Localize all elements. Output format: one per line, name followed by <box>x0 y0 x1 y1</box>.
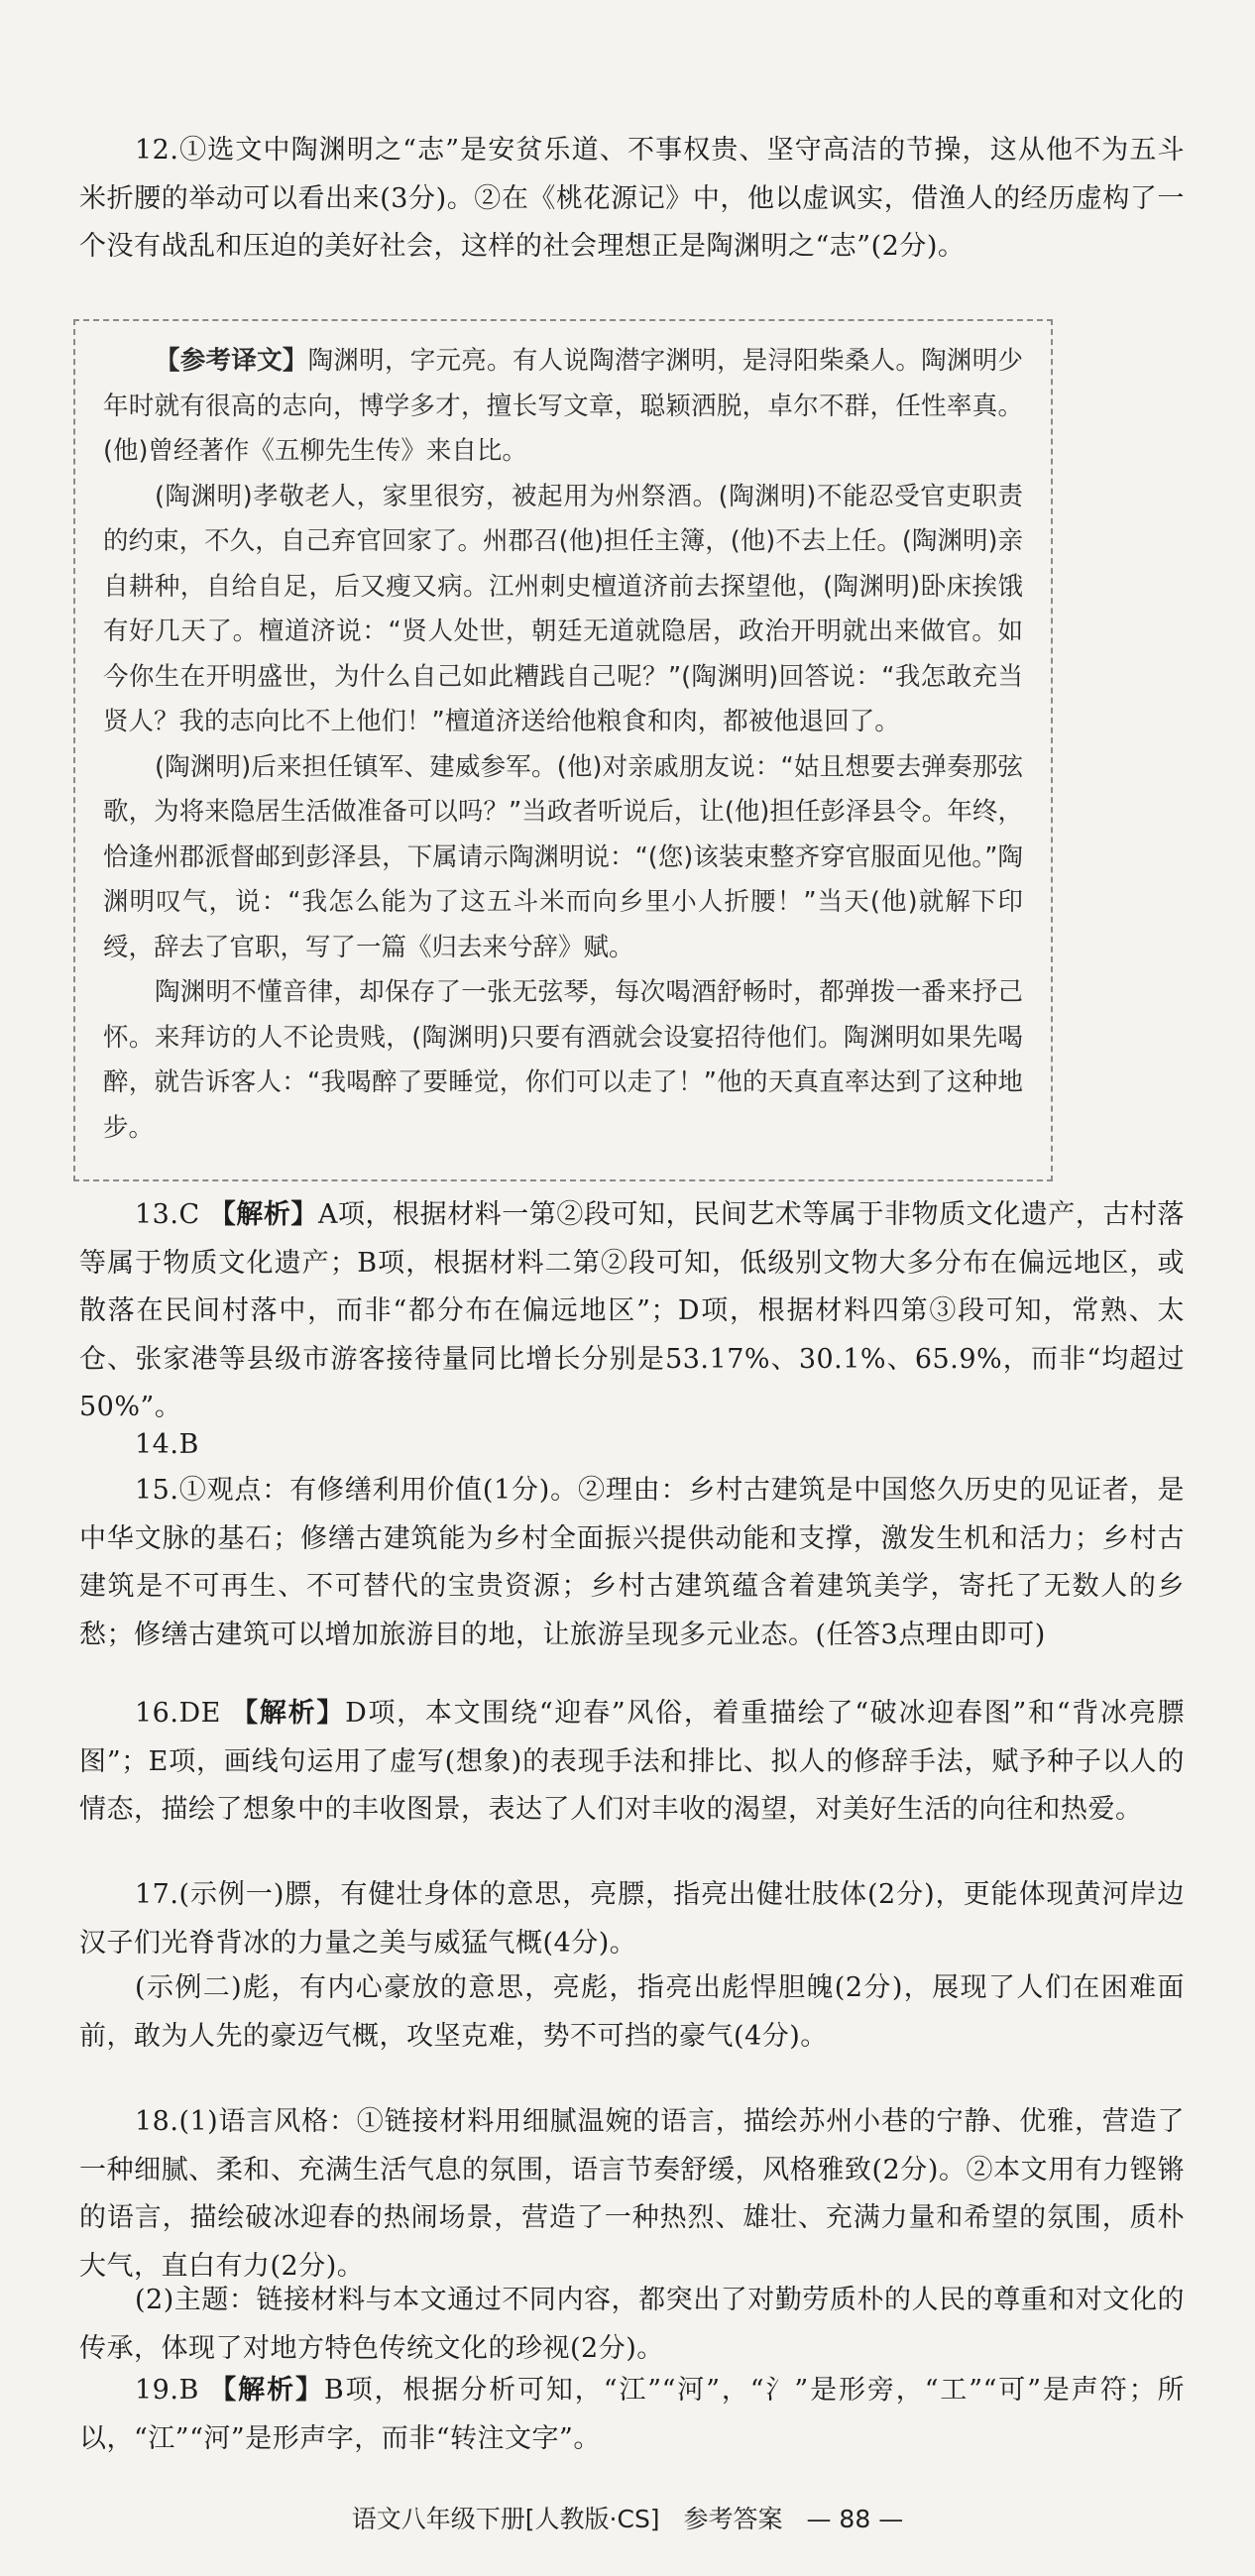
page-footer <box>0 2500 1255 2535</box>
answer-13-number: 13.C <box>135 1199 209 1230</box>
answer-19-number: 19.B <box>135 2375 210 2406</box>
translation-label: 【参考译文】 <box>155 346 308 376</box>
analysis-label: 【解析】 <box>231 1698 346 1729</box>
answer-17-example-2: (示例二)彪，有内心豪放的意思，亮彪，指亮出彪悍胆魄(2分)，展现了人们在困难面前，敢为人先的豪迈气概，攻坚克难，势不可挡的豪气(4分)。 <box>79 1972 1185 2052</box>
answer-17-example-1: 17.(示例一)膘，有健壮身体的意思，亮膘，指亮出健壮肢体(2分)，更能体现黄河岸边汉子们光脊背冰的力量之美与威猛气概(4分)。 <box>79 1879 1185 1959</box>
analysis-label: 【解析】 <box>209 2375 324 2406</box>
answer-16-text: D项，本文围绕“迎春”风俗，着重描绘了“破冰迎春图”和“背冰亮膘图”；E项，画线句运用了虚写(想象)的表现手法和排比、拟人的修辞手法，赋予种子以人的情态，描绘了想象中的丰收图景，表达了人们对丰收的渴望，对美好生活的向往和热爱。 <box>79 1698 1185 1825</box>
footer-section: 参考答案 <box>683 2505 783 2533</box>
answer-15: 15.①观点：有修缮利用价值(1分)。②理由：乡村古建筑是中国悠久历史的见证者，是中华文脉的基石；修缮古建筑能为乡村全面振兴提供动能和支撑，激发生机和活力；乡村古建筑是不可再生、不可替代的宝贵资源；乡村古建筑蕴含着建筑美学，寄托了无数人的乡愁；修缮古建筑可以增加旅游目的地，让旅游呈现多元业态。(任答3点理由即可) <box>79 1475 1185 1650</box>
reference-translation-box <box>73 319 1053 1181</box>
answer-14: 14.B <box>135 1429 199 1460</box>
answer-19-text: B项，根据分析可知，“江”“河”，“氵”是形旁，“工”“可”是声符；所以，“江”“河”是形声字，而非“转注文字”。 <box>79 2375 1186 2454</box>
answer-16 <box>79 1690 1185 1835</box>
answer-13 <box>79 1191 1185 1432</box>
answer-19 <box>79 2367 1185 2463</box>
footer-book-title: 语文八年级下册[人教版·CS] <box>351 2505 660 2533</box>
translation-text-1: 陶渊明，字元亮。有人说陶潜字渊明，是浔阳柴桑人。陶渊明少年时就有很高的志向，博学多才，擅长写文章，聪颖洒脱，卓尔不群，任性率真。(他)曾经著作《五柳先生传》来自比。 <box>103 346 1023 466</box>
analysis-label: 【解析】 <box>208 1199 318 1230</box>
page-number: — 88 — <box>806 2505 904 2533</box>
answer-18-part-1: 18.(1)语言风格：①链接材料用细腻温婉的语言，描绘苏州小巷的宁静、优雅，营造了一种细腻、柔和、充满生活气息的氛围，语言节奏舒缓，风格雅致(2分)。②本文用有力铿锵的语言，描绘破冰迎春的热闹场景，营造了一种热烈、雄壮、充满力量和希望的氛围，质朴大气，直白有力(2分)。 <box>79 2106 1185 2282</box>
answer-16-number: 16.DE <box>135 1698 232 1729</box>
translation-paragraph-2: (陶渊明)孝敬老人，家里很穷，被起用为州祭酒。(陶渊明)不能忍受官吏职责的约束，不久，自己弃官回家了。州郡召(他)担任主簿，(他)不去上任。(陶渊明)亲自耕种，自给自足，后又瘦又病。江州刺史檀道济前去探望他，(陶渊明)卧床挨饿有好几天了。檀道济说：“贤人处世，朝廷无道就隐居，政治开明就出来做官。如今你生在开明盛世，为什么自己如此糟践自己呢？”(陶渊明)回答说：“我怎敢充当贤人？我的志向比不上他们！”檀道济送给他粮食和肉，都被他退回了。 <box>103 481 1023 736</box>
answer-13-text: A项，根据材料一第②段可知，民间艺术等属于非物质文化遗产，古村落等属于物质文化遗产；B项，根据材料二第②段可知，低级别文物大多分布在偏远地区，或散落在民间村落中，而非“都分布在偏远地区”；D项，根据材料四第③段可知，常熟、太仓、张家港等县级市游客接待量同比增长分别是53.17%、30.1%、65.9%，而非“均超过50%”。 <box>79 1199 1185 1422</box>
translation-paragraph-4: 陶渊明不懂音律，却保存了一张无弦琴，每次喝酒舒畅时，都弹拨一番来抒己怀。来拜访的人不论贵贱，(陶渊明)只要有酒就会设宴招待他们。陶渊明如果先喝醉，就告诉客人：“我喝醉了要睡觉，你们可以走了！”他的天真直率达到了这种地步。 <box>103 977 1023 1143</box>
answer-18-part-2: (2)主题：链接材料与本文通过不同内容，都突出了对勤劳质朴的人民的尊重和对文化的传承，体现了对地方特色传统文化的珍视(2分)。 <box>79 2285 1185 2364</box>
answer-12: 12.①选文中陶渊明之“志”是安贫乐道、不事权贵、坚守高洁的节操，这从他不为五斗米折腰的举动可以看出来(3分)。②在《桃花源记》中，他以虚讽实，借渔人的经历虚构了一个没有战乱和压迫的美好社会，这样的社会理想正是陶渊明之“志”(2分)。 <box>79 135 1185 262</box>
translation-paragraph-3: (陶渊明)后来担任镇军、建威参军。(他)对亲戚朋友说：“姑且想要去弹奏那弦歌，为将来隐居生活做准备可以吗？”当政者听说后，让(他)担任彭泽县令。年终，恰逢州郡派督邮到彭泽县，下属请示陶渊明说：“(您)该装束整齐穿官服面见他。”陶渊明叹气，说：“我怎么能为了这五斗米而向乡里小人折腰！”当天(他)就解下印绶，辞去了官职，写了一篇《归去来兮辞》赋。 <box>103 751 1023 962</box>
translation-paragraph-1 <box>103 339 1023 475</box>
